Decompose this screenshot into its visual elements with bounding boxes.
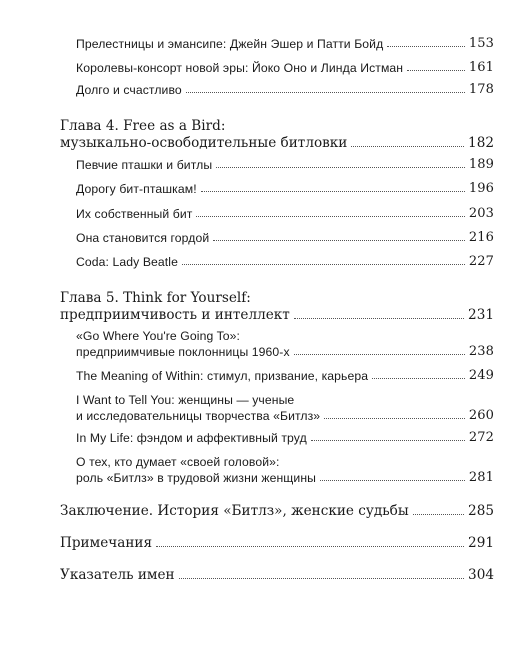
toc-entry[interactable]: [0, 368, 494, 383]
toc-page-number: 272: [468, 430, 494, 445]
toc-page-number: 161: [468, 60, 494, 75]
toc-entry-title: «Go Where You're Going To»:: [76, 329, 241, 343]
toc-chapter-title: Глава 5. Think for Yourself:: [60, 290, 251, 306]
toc-page-number: 153: [468, 36, 494, 51]
toc-entry[interactable]: [0, 254, 494, 269]
toc-entry-title-cont: и исследовательницы творчества «Битлз»: [76, 409, 321, 423]
dot-leader: [201, 191, 465, 192]
toc-entry-title: Их собственный бит: [76, 207, 193, 221]
toc-page-number: 281: [468, 470, 494, 485]
toc-chapter-title: Примечания: [60, 535, 153, 551]
dot-leader: [156, 546, 464, 547]
toc-entry-title: I Want to Tell You: женщины — ученые: [76, 393, 295, 407]
toc-page-number: 291: [468, 535, 494, 551]
toc-page-number: 178: [468, 82, 494, 97]
toc-chapter-title: Заключение. История «Битлз», женские судьбы: [60, 503, 409, 519]
toc-chapter[interactable]: [0, 535, 494, 551]
toc-entry-title: Она становится гордой: [76, 231, 210, 245]
toc-entry-title: О тех, кто думает «своей головой»:: [76, 455, 280, 469]
toc-entry-title: Coda: Lady Beatle: [76, 255, 178, 269]
toc-entry[interactable]: [0, 36, 494, 51]
dot-leader: [213, 240, 465, 241]
toc-entry[interactable]: [0, 329, 494, 359]
toc-page-number: 203: [468, 206, 494, 221]
toc-page-number: 304: [468, 567, 494, 583]
toc-entry-title-cont: предприимчивые поклонницы 1960-х: [76, 345, 290, 359]
toc-entry-title-cont: роль «Битлз» в трудовой жизни женщины: [76, 471, 317, 485]
toc-entry[interactable]: [0, 430, 494, 445]
dot-leader: [413, 514, 464, 515]
dot-leader: [294, 318, 464, 319]
toc-page-number: 231: [468, 307, 494, 323]
dot-leader: [351, 146, 464, 147]
toc-chapter-subtitle: музыкально-освободительные битловки: [60, 135, 348, 151]
toc-entry[interactable]: [0, 157, 494, 172]
toc-page-number: 216: [468, 230, 494, 245]
toc-page-number: 285: [468, 503, 494, 519]
toc-chapter[interactable]: [0, 290, 494, 323]
toc-entry[interactable]: [0, 181, 494, 196]
toc-entry-title: The Meaning of Within: стимул, призвание, карьера: [76, 369, 369, 383]
dot-leader: [320, 480, 465, 481]
dot-leader: [294, 354, 465, 355]
dot-leader: [372, 378, 465, 379]
toc-entry-title: Королевы-консорт новой эры: Йоко Оно и Линда Истман: [76, 61, 404, 75]
dot-leader: [196, 216, 464, 217]
toc-chapter-subtitle: предприимчивость и интеллект: [60, 307, 290, 323]
toc-entry[interactable]: [0, 60, 494, 75]
toc-page-number: 182: [468, 135, 494, 151]
toc-chapter[interactable]: [0, 503, 494, 519]
toc-entry[interactable]: [0, 393, 494, 423]
toc-chapter-title: Указатель имен: [60, 567, 175, 583]
toc-entry-title: Дорогу бит-пташкам!: [76, 182, 197, 196]
toc-page-number: 196: [468, 181, 494, 196]
dot-leader: [407, 70, 465, 71]
dot-leader: [216, 167, 465, 168]
toc-chapter[interactable]: [0, 118, 494, 151]
toc-entry[interactable]: [0, 82, 494, 97]
dot-leader: [182, 264, 465, 265]
toc-entry-title: Певчие пташки и битлы: [76, 158, 213, 172]
dot-leader: [311, 440, 465, 441]
toc-entry-title: Долго и счастливо: [76, 83, 182, 97]
toc-page-number: 249: [468, 368, 494, 383]
dot-leader: [324, 418, 465, 419]
toc-chapter[interactable]: [0, 567, 494, 583]
toc-entry[interactable]: [0, 206, 494, 221]
dot-leader: [387, 46, 465, 47]
toc-page-number: 260: [468, 408, 494, 423]
toc-entry[interactable]: [0, 230, 494, 245]
toc-entry[interactable]: [0, 455, 494, 485]
toc-entry-title: Прелестницы и эмансипе: Джейн Эшер и Патти Бойд: [76, 37, 384, 51]
dot-leader: [186, 92, 465, 93]
toc-entry-title: In My Life: фэндом и аффективный труд: [76, 431, 307, 445]
toc-page-number: 238: [468, 344, 494, 359]
dot-leader: [179, 578, 464, 579]
toc-page-number: 227: [468, 254, 494, 269]
toc-page-number: 189: [468, 157, 494, 172]
toc-chapter-title: Глава 4. Free as a Bird:: [60, 118, 226, 134]
